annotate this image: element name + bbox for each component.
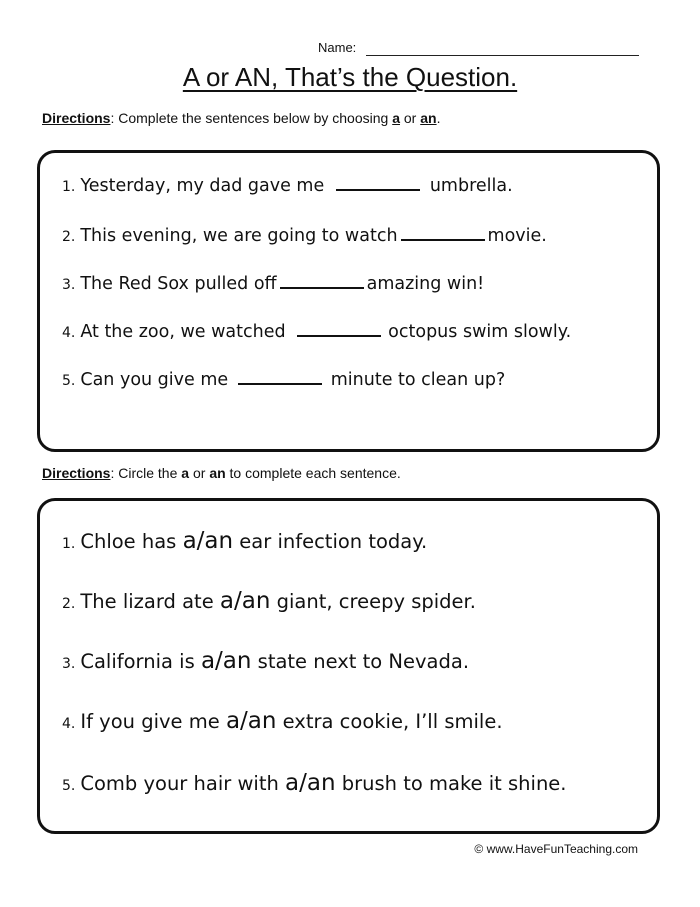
- copyright-footer: © www.HaveFunTeaching.com: [474, 842, 638, 856]
- circle-sentence-1: 1. Chloe has a/an ear infection today.: [62, 528, 428, 554]
- fill-sentence-4: 4. At the zoo, we watched octopus swim slowly.: [62, 322, 572, 342]
- answer-blank[interactable]: [297, 335, 381, 337]
- fill-sentence-2: 2. This evening, we are going to watch movie.: [62, 226, 547, 246]
- choice-a-an[interactable]: a/an: [219, 588, 271, 614]
- choice-a-an[interactable]: a/an: [285, 770, 336, 796]
- directions-1: Directions: Complete the sentences below by choosing a or an.: [42, 110, 441, 126]
- fill-sentence-3: 3. The Red Sox pulled off amazing win!: [62, 274, 485, 294]
- name-label: Name:: [318, 40, 357, 55]
- fill-sentence-1: 1. Yesterday, my dad gave me umbrella.: [62, 176, 513, 196]
- choice-a-an[interactable]: a/an: [182, 528, 234, 554]
- circle-sentence-3: 3. California is a/an state next to Nevada.: [62, 648, 470, 674]
- fill-sentence-5: 5. Can you give me minute to clean up?: [62, 370, 506, 390]
- choice-a-an[interactable]: a/an: [200, 648, 252, 674]
- answer-blank[interactable]: [401, 239, 485, 241]
- circle-sentence-4: 4. If you give me a/an extra cookie, I’ll smile.: [62, 708, 503, 734]
- circle-sentence-5: 5. Comb your hair with a/an brush to make it shine.: [62, 770, 567, 796]
- answer-blank[interactable]: [280, 287, 364, 289]
- choice-a-an[interactable]: a/an: [225, 708, 277, 734]
- directions-2: Directions: Circle the a or an to complete each sentence.: [42, 465, 401, 481]
- name-field-line[interactable]: [366, 55, 639, 56]
- answer-blank[interactable]: [336, 189, 420, 191]
- page-title: A or AN, That’s the Question.: [182, 62, 518, 92]
- answer-blank[interactable]: [238, 383, 322, 385]
- circle-sentence-2: 2. The lizard ate a/an giant, creepy spider.: [62, 588, 476, 614]
